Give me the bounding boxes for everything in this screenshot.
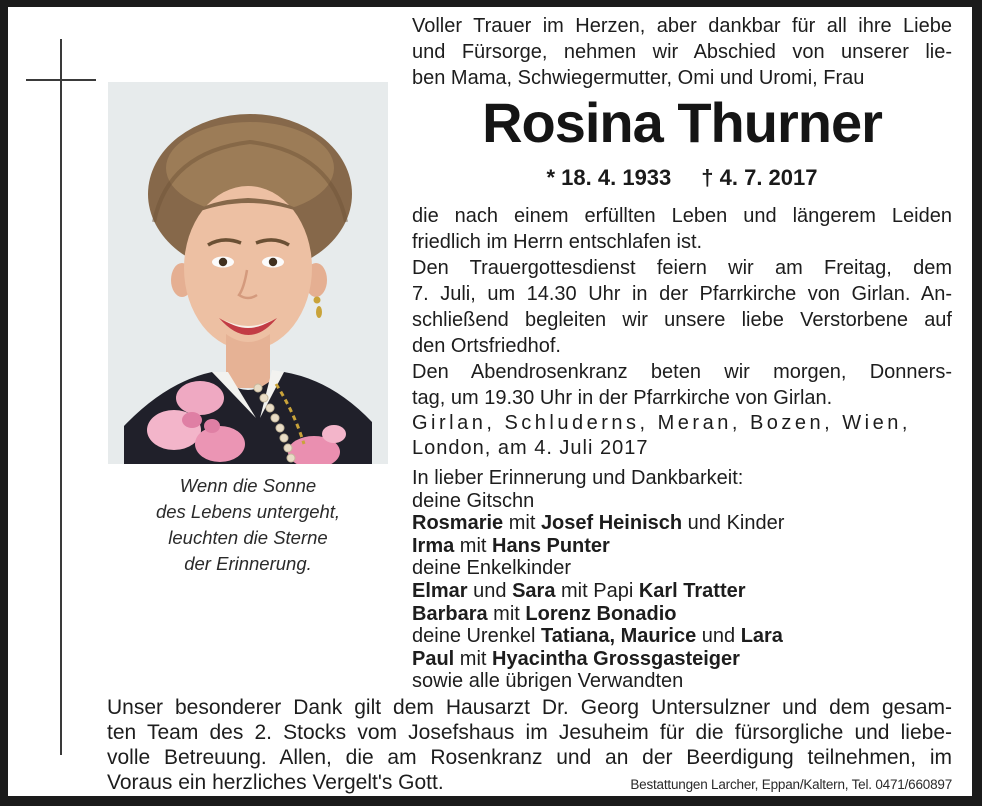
closing-paragraph	[107, 695, 952, 770]
closing-gratitude: Voraus ein herzliches Vergelt's Gott.	[107, 771, 444, 794]
text-line: sowie alle übrigen Verwandten	[412, 670, 684, 693]
text-line: deine Gitschn	[412, 489, 535, 512]
birth-date: * 18. 4. 1933	[546, 165, 672, 190]
text-line: die nach einem erfüllten Leben und längerem Leiden	[412, 205, 952, 227]
text-line: Wenn die Sonne	[179, 475, 317, 496]
text-line: deine Enkelkinder	[412, 557, 571, 580]
death-date: † 4. 7. 2017	[701, 165, 818, 190]
text-line: und Fürsorge, nehmen wir Abschied von unserer lie-	[412, 41, 952, 63]
announcement-intro	[412, 13, 952, 91]
text-line: schließend begleiten wir unsere liebe Verstorbene auf	[412, 309, 952, 331]
text-line: Rosmarie mit Josef Heinisch und Kinder	[412, 512, 785, 535]
text-line: ten Team des 2. Stocks vom Josefshaus im Jesuheim für die fürsorgliche und liebe-	[107, 721, 952, 744]
text-line: Irma mit Hans Punter	[412, 534, 610, 557]
places-date-line	[412, 411, 952, 461]
life-dates	[412, 165, 952, 191]
text-line: friedlich im Herrn entschlafen ist.	[412, 231, 703, 253]
deceased-name: Rosina Thurner	[482, 91, 882, 154]
announcement-column	[412, 7, 952, 796]
text-line: Den Trauergottesdienst feiern wir am Freitag, dem	[412, 257, 952, 279]
text-line: volle Betreuung. Allen, die am Rosenkranz und an der Beerdigung teilnehmen, im	[107, 746, 952, 769]
portrait-illustration	[108, 82, 388, 464]
undertaker-credit: Bestattungen Larcher, Eppan/Kaltern, Tel. 0471/660897	[630, 777, 952, 792]
text-line: London, am 4. Juli 2017	[412, 437, 649, 459]
text-line: Paul mit Hyacintha Grossgasteiger	[412, 647, 740, 670]
text-line: Girlan, Schluderns, Meran, Bozen, Wien,	[412, 412, 911, 434]
family-list	[412, 467, 952, 693]
announcement-body	[412, 203, 952, 411]
text-line: ben Mama, Schwiegermutter, Omi und Uromi, Frau	[412, 67, 865, 89]
text-line: Unser besonderer Dank gilt dem Hausarzt Dr. Georg Untersulzner und dem gesam-	[107, 696, 952, 719]
text-line: Den Abendrosenkranz beten wir morgen, Donners-	[412, 361, 952, 383]
portrait-photo	[108, 82, 388, 464]
cross-vertical-bar	[60, 39, 62, 755]
memorial-quote	[48, 473, 448, 577]
closing-last-line	[107, 770, 952, 797]
text-line: tag, um 19.30 Uhr in der Pfarrkirche von Girlan.	[412, 387, 833, 409]
text-line: 7. Juli, um 14.30 Uhr in der Pfarrkirche von Girlan. An-	[412, 283, 952, 305]
text-line: des Lebens untergeht,	[155, 501, 341, 522]
text-line: Barbara mit Lorenz Bonadio	[412, 602, 677, 625]
text-line: deine Urenkel Tatiana, Maurice und Lara	[412, 625, 783, 648]
text-line: den Ortsfriedhof.	[412, 335, 561, 357]
text-line: Voller Trauer im Herzen, aber dankbar für all ihre Liebe	[412, 15, 952, 37]
text-line: leuchten die Sterne	[168, 527, 328, 548]
text-line: der Erinnerung.	[184, 553, 312, 574]
text-line: Elmar und Sara mit Papi Karl Tratter	[412, 579, 746, 602]
cross-horizontal-bar	[26, 79, 96, 81]
text-line: In lieber Erinnerung und Dankbarkeit:	[412, 467, 744, 489]
